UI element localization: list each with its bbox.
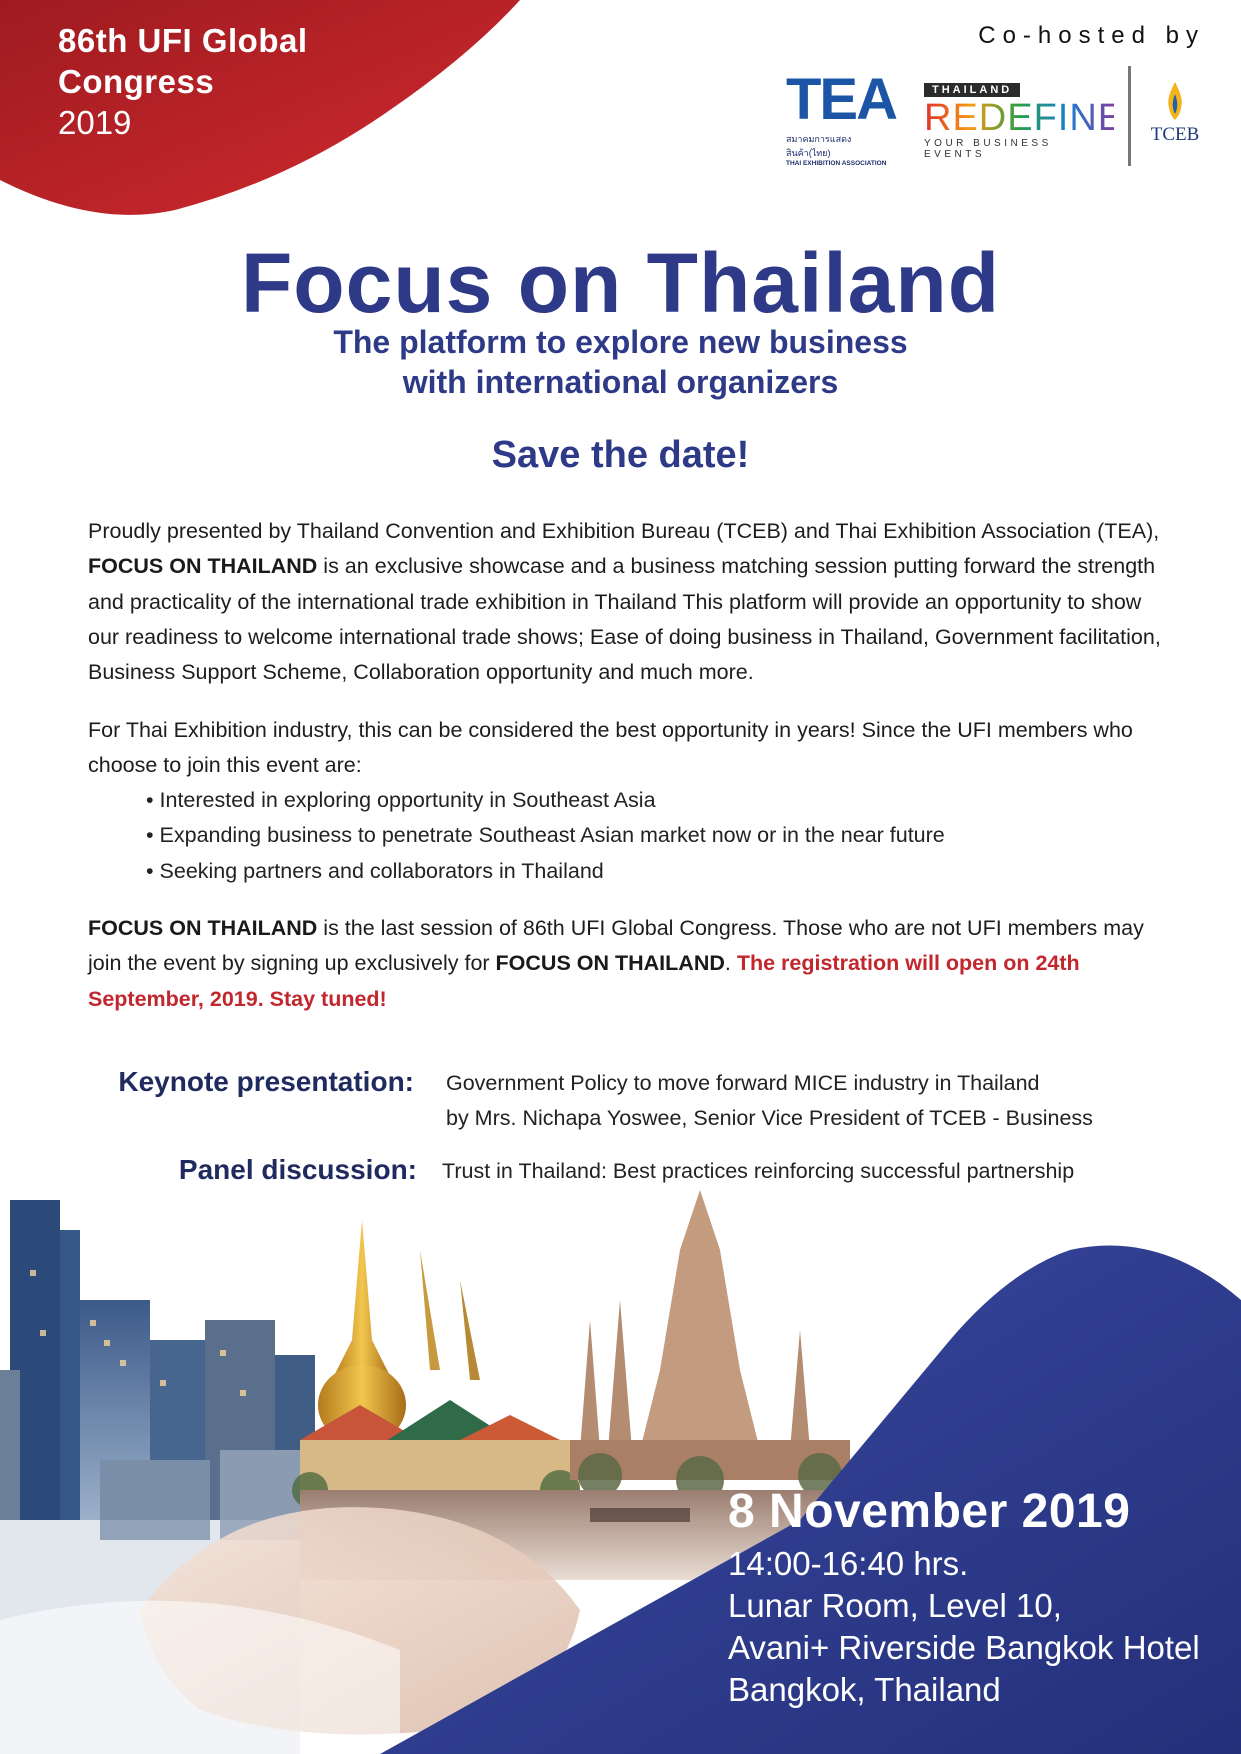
congress-year: 2019 xyxy=(58,104,132,141)
intro-paragraph-lead: Proudly presented by Thailand Convention and Exhibition Bureau (TCEB) and Thai Exhibition Association (TEA), xyxy=(88,519,1160,543)
redefine-logo-tag: THAILAND xyxy=(924,83,1020,97)
tea-logo-thai-text: สมาคมการแสดงสินค้า(ไทย) xyxy=(786,134,852,158)
intro-paragraph-rest: is an exclusive showcase and a business matching session putting forward the strength and practicality of the international trade exhibition in Thailand This platform will provide an opportunity to show our readiness to welcome international trade shows; Ease of doing business in Thailand, Government facilitation, Business Support Scheme, Collaboration opportunity and much more. xyxy=(88,554,1161,685)
wat-arun-temple xyxy=(570,1190,850,1504)
panel-text: Trust in Thailand: Best practices reinforcing successful partnership xyxy=(442,1159,1075,1183)
panel-label: Panel discussion: xyxy=(178,1154,417,1185)
save-the-date-heading: Save the date! xyxy=(491,434,750,476)
cohosted-by-label: Co-hosted by xyxy=(978,22,1205,49)
list-item: • Expanding business to penetrate Southeast Asian market now or in the near future xyxy=(146,818,945,853)
skyscrapers xyxy=(0,1200,315,1540)
logo-divider xyxy=(1128,66,1131,166)
registration-notice: The registration will open on 24th September, 2019. Stay tuned! xyxy=(88,951,1080,1011)
tceb-logo-word: TCEB xyxy=(1150,124,1200,145)
tea-logo-english-text: THAI EXHIBITION ASSOCIATION xyxy=(786,160,887,167)
flame-icon xyxy=(1161,80,1189,124)
keynote-details xyxy=(446,1066,1093,1136)
keynote-line-1: Government Policy to move forward MICE industry in Thailand xyxy=(446,1071,1040,1095)
page-title: Focus on Thailand xyxy=(240,236,1000,330)
tceb-logo xyxy=(1140,80,1210,160)
event-info xyxy=(728,1543,1200,1711)
subtitle-line-2: with international organizers xyxy=(402,364,839,400)
session-paragraph-bold-1: FOCUS ON THAILAND xyxy=(88,916,318,940)
congress-line-1: 86th UFI Global xyxy=(58,22,308,59)
session-paragraph-text-1: is the last session of 86th UFI Global Congress. Those who are not UFI members may join the event by signing up exclusively for xyxy=(88,916,1144,976)
session-paragraph xyxy=(88,911,1168,1017)
industry-paragraph: For Thai Exhibition industry, this can be considered the best opportunity in years! Since the UFI members who choose to join this event are: xyxy=(88,718,1133,778)
congress-label xyxy=(58,20,308,143)
page-subtitle xyxy=(0,322,1241,402)
tea-logo-mark: TEA xyxy=(786,67,896,132)
congress-line-2: Congress xyxy=(58,63,215,100)
list-item: • Interested in exploring opportunity in Southeast Asia xyxy=(146,783,945,818)
session-paragraph-bold-2: FOCUS ON THAILAND xyxy=(495,951,725,976)
event-time: 14:00-16:40 hrs. xyxy=(728,1545,969,1582)
event-hotel: Avani+ Riverside Bangkok Hotel xyxy=(728,1629,1200,1666)
keynote-label: Keynote presentation: xyxy=(118,1066,414,1097)
thailand-redefine-logo xyxy=(924,80,1125,160)
redefine-logo-word: REDEFINE xyxy=(924,97,1125,139)
intro-paragraph xyxy=(88,514,1168,690)
keynote-line-2: by Mrs. Nichapa Yoswee, Senior Vice President of TCEB - Business xyxy=(446,1106,1093,1130)
event-room: Lunar Room, Level 10, xyxy=(728,1587,1062,1624)
member-interest-list xyxy=(146,783,945,889)
subtitle-line-1: The platform to explore new business xyxy=(333,324,908,360)
tea-logo xyxy=(786,67,896,167)
event-city: Bangkok, Thailand xyxy=(728,1671,1001,1708)
event-details xyxy=(728,1484,1200,1711)
redefine-logo-sub: YOUR BUSINESS EVENTS xyxy=(924,138,1052,160)
session-paragraph-text-2: . xyxy=(724,951,737,976)
event-date: 8 November 2019 xyxy=(728,1485,1131,1538)
intro-paragraph-bold: FOCUS ON THAILAND xyxy=(88,554,318,579)
list-item: • Seeking partners and collaborators in Thailand xyxy=(146,854,945,889)
